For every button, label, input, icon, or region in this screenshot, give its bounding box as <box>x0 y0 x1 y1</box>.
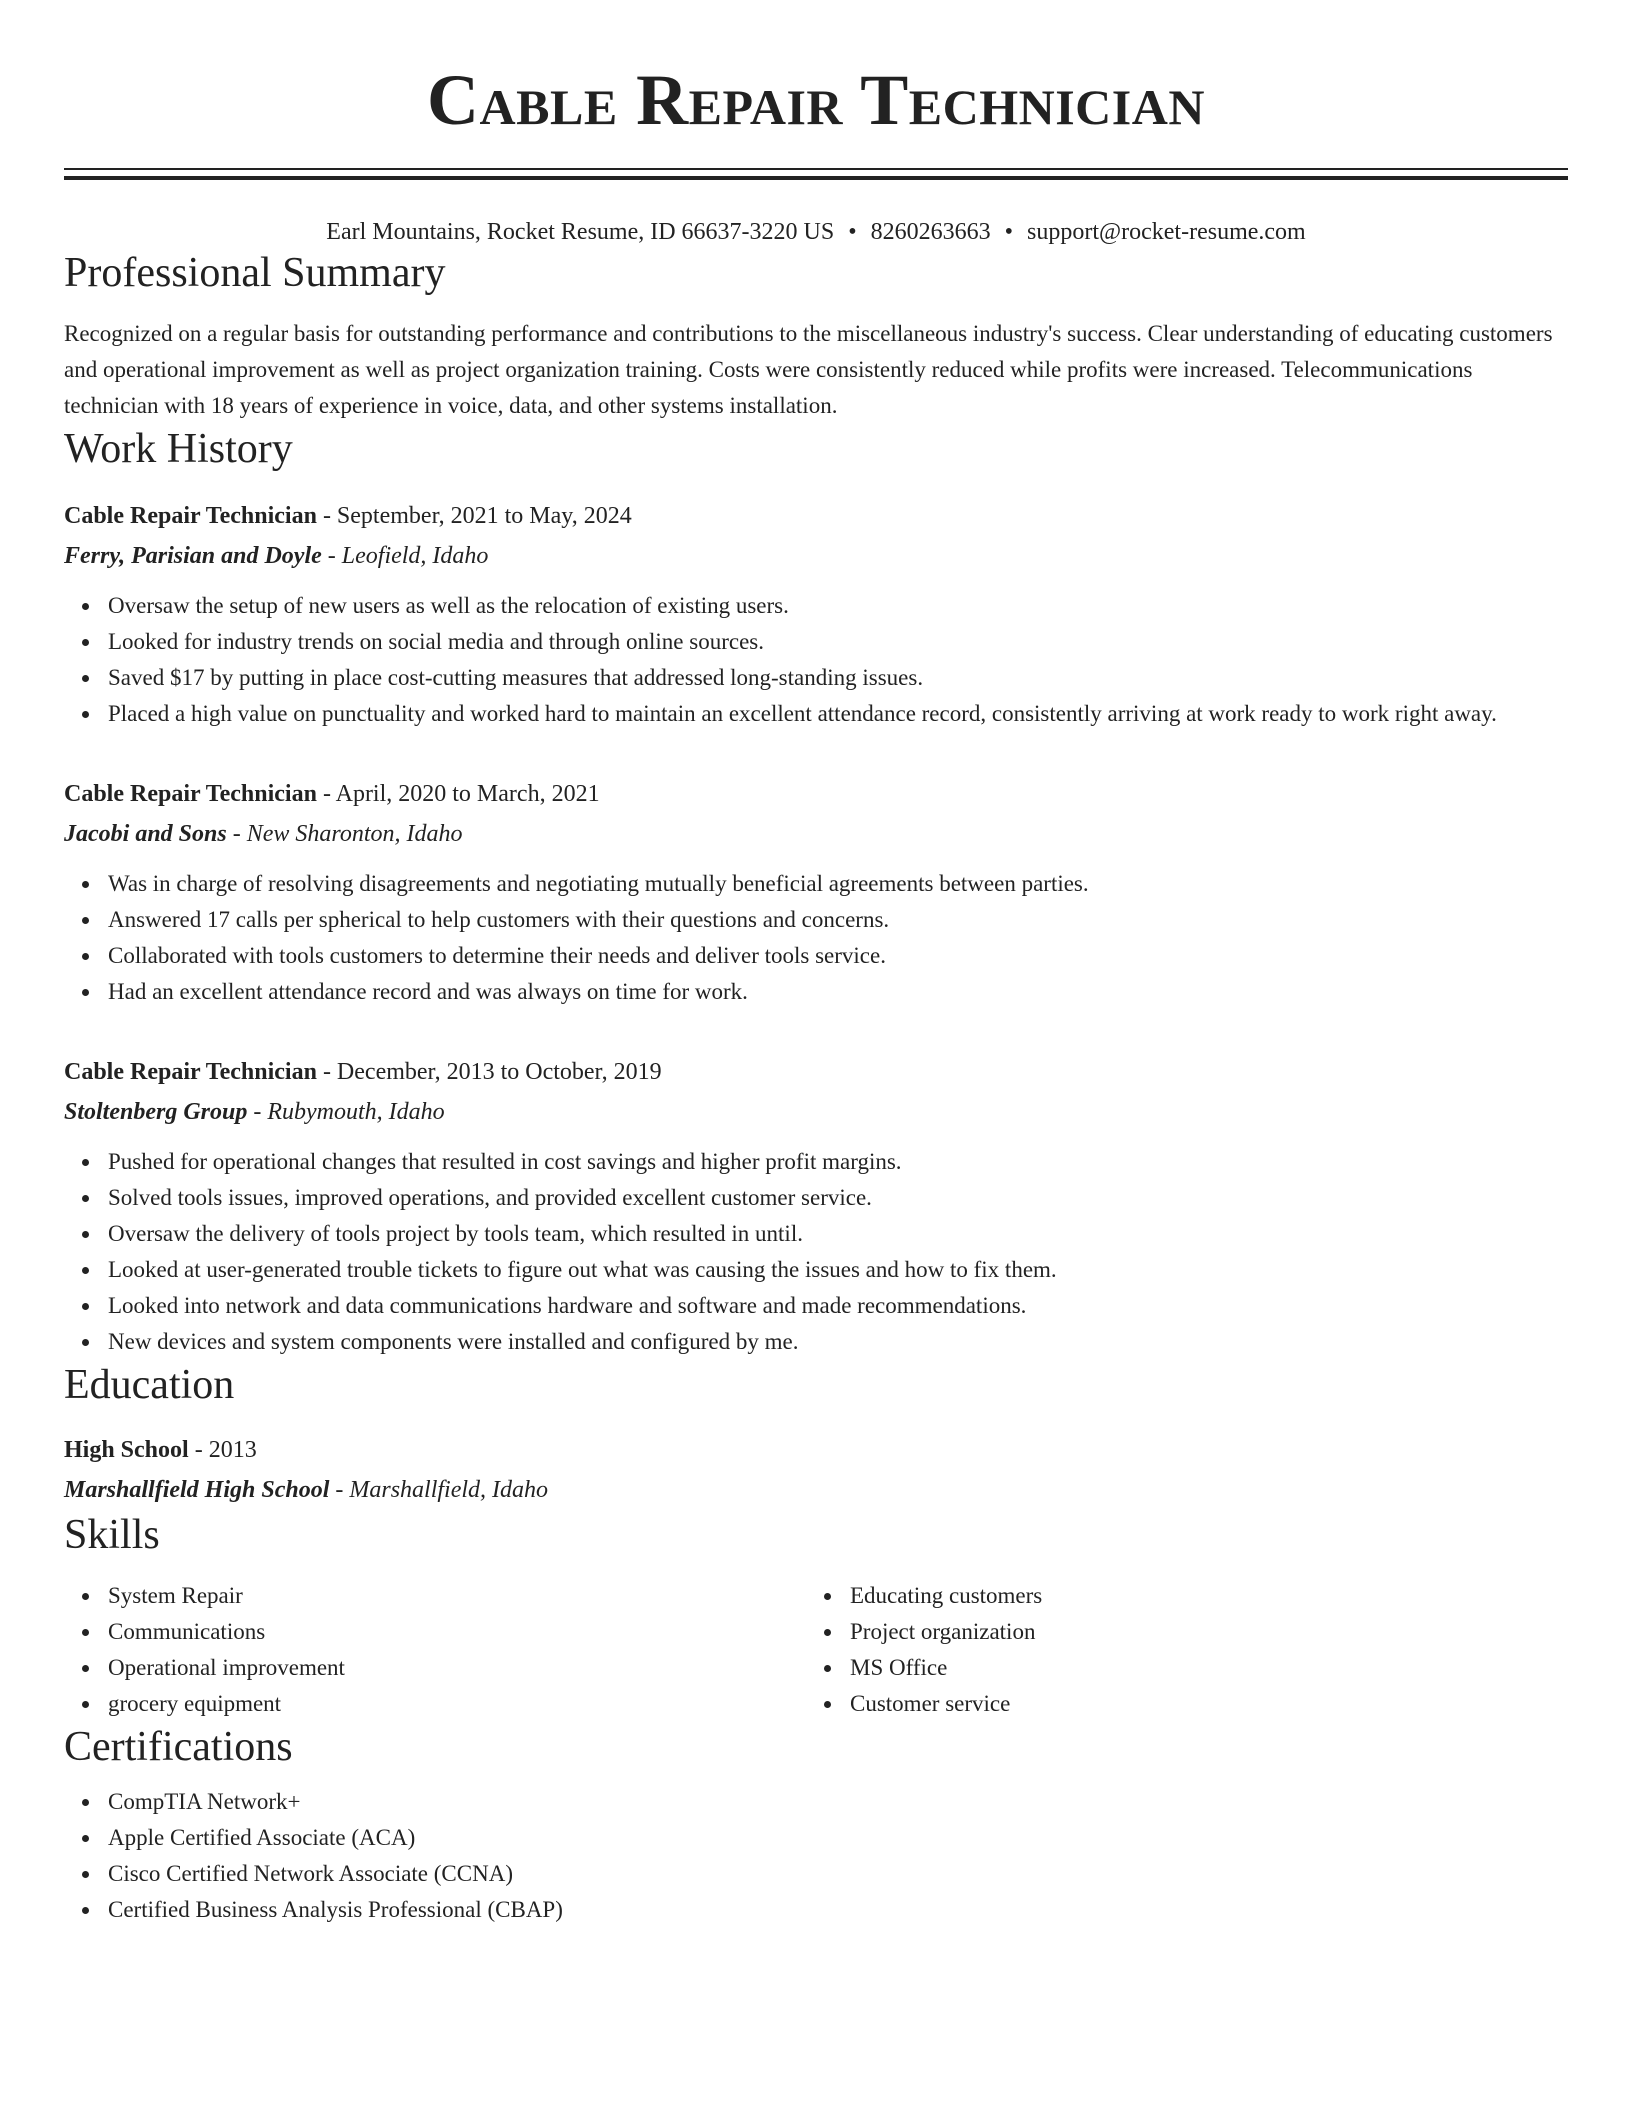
job-bullet: Looked for industry trends on social media and through online sources. <box>108 624 1568 660</box>
skills-column-right <box>806 1578 1548 1722</box>
contact-separator: • <box>848 219 857 245</box>
skills-heading: Skills <box>64 1512 160 1558</box>
job-entry <box>64 496 1568 732</box>
contact-phone: 8260263663 <box>870 219 991 245</box>
skill-item: Customer service <box>850 1686 1548 1722</box>
job-bullet: Collaborated with tools customers to determine their needs and deliver tools service. <box>108 938 1568 974</box>
contact-email: support@rocket-resume.com <box>1027 219 1306 245</box>
contact-address: Earl Mountains, Rocket Resume, ID 66637-3220 US <box>326 219 835 245</box>
contact-separator: • <box>1004 219 1014 245</box>
job-bullet: Pushed for operational changes that resulted in cost savings and higher profit margins. <box>108 1144 1568 1180</box>
skill-item: Project organization <box>850 1614 1548 1650</box>
certifications-list <box>64 1784 1568 1928</box>
education-heading: Education <box>64 1362 235 1408</box>
company-location: - Rubymouth, Idaho <box>247 1099 445 1125</box>
skill-item: Operational improvement <box>108 1650 806 1686</box>
job-bullets <box>64 1144 1568 1360</box>
certifications-heading: Certifications <box>64 1724 293 1770</box>
school-line <box>64 1470 1568 1510</box>
contact-line <box>64 216 1568 248</box>
company-location: - New Sharonton, Idaho <box>226 821 463 847</box>
skills-column-left <box>64 1578 806 1722</box>
school-name: Marshallfield High School <box>64 1477 330 1503</box>
job-bullet: Looked at user-generated trouble tickets to figure out what was causing the issues and how to fix them. <box>108 1252 1568 1288</box>
job-bullet: Solved tools issues, improved operations, and provided excellent customer service. <box>108 1180 1568 1216</box>
job-dates: - September, 2021 to May, 2024 <box>316 503 632 529</box>
summary-heading: Professional Summary <box>64 250 446 296</box>
skills-list <box>64 1578 806 1722</box>
degree: High School <box>64 1437 189 1463</box>
skill-item: Communications <box>108 1614 806 1650</box>
job-entry <box>64 1052 1568 1360</box>
job-title: Cable Repair Technician <box>64 1059 317 1085</box>
job-dates: - December, 2013 to October, 2019 <box>316 1059 662 1085</box>
certification-item: CompTIA Network+ <box>108 1784 1568 1820</box>
company-name: Stoltenberg Group <box>64 1099 248 1125</box>
skills-list <box>806 1578 1548 1722</box>
company-line <box>64 536 1568 576</box>
skills-columns <box>64 1578 1568 1722</box>
skill-item: grocery equipment <box>108 1686 806 1722</box>
job-dates: - April, 2020 to March, 2021 <box>316 781 600 807</box>
job-bullet: Looked into network and data communications hardware and software and made recommendations. <box>108 1288 1568 1324</box>
job-bullet: Was in charge of resolving disagreements and negotiating mutually beneficial agreements between parties. <box>108 866 1568 902</box>
degree-year: - 2013 <box>188 1437 257 1463</box>
job-title: Cable Repair Technician <box>64 503 317 529</box>
job-bullet: Had an excellent attendance record and was always on time for work. <box>108 974 1568 1010</box>
summary-text: Recognized on a regular basis for outstanding performance and contributions to the miscellaneous industry's success. Clear understanding of educating customers and operational improvement as well as project organization training. Costs were consistently reduced while profits were increased. Telecommunications technician with 18 years of experience in voice, data, and other systems installation. <box>64 321 1553 418</box>
certification-item: Certified Business Analysis Professional (CBAP) <box>108 1892 1568 1928</box>
job-title-line <box>64 774 1568 814</box>
resume-name: Cable Repair Technician <box>427 60 1205 140</box>
company-location: - Leofield, Idaho <box>321 543 489 569</box>
job-bullet: Answered 17 calls per spherical to help customers with their questions and concerns. <box>108 902 1568 938</box>
job-title-line <box>64 1052 1568 1092</box>
certification-item: Apple Certified Associate (ACA) <box>108 1820 1568 1856</box>
job-title-line <box>64 496 1568 536</box>
work-history-heading: Work History <box>64 426 293 472</box>
company-line <box>64 1092 1568 1132</box>
skill-item: System Repair <box>108 1578 806 1614</box>
company-line <box>64 814 1568 854</box>
school-location: - Marshallfield, Idaho <box>329 1477 549 1503</box>
job-bullets <box>64 866 1568 1010</box>
job-title: Cable Repair Technician <box>64 781 317 807</box>
certification-item: Cisco Certified Network Associate (CCNA) <box>108 1856 1568 1892</box>
job-bullet: Oversaw the setup of new users as well as the relocation of existing users. <box>108 588 1568 624</box>
job-bullet: Saved $17 by putting in place cost-cutting measures that addressed long-standing issues. <box>108 660 1568 696</box>
job-bullet: New devices and system components were installed and configured by me. <box>108 1324 1568 1360</box>
job-bullets <box>64 588 1568 732</box>
job-entry <box>64 774 1568 1010</box>
degree-line <box>64 1430 1568 1470</box>
skill-item: Educating customers <box>850 1578 1548 1614</box>
company-name: Jacobi and Sons <box>64 821 227 847</box>
skill-item: MS Office <box>850 1650 1548 1686</box>
header-rule-thin <box>64 168 1568 170</box>
header-rule-thick <box>64 176 1568 180</box>
job-bullet: Placed a high value on punctuality and worked hard to maintain an excellent attendance record, consistently arriving at work ready to work right away. <box>108 696 1568 732</box>
company-name: Ferry, Parisian and Doyle <box>64 543 322 569</box>
education-entry <box>64 1430 1568 1510</box>
job-bullet: Oversaw the delivery of tools project by tools team, which resulted in until. <box>108 1216 1568 1252</box>
